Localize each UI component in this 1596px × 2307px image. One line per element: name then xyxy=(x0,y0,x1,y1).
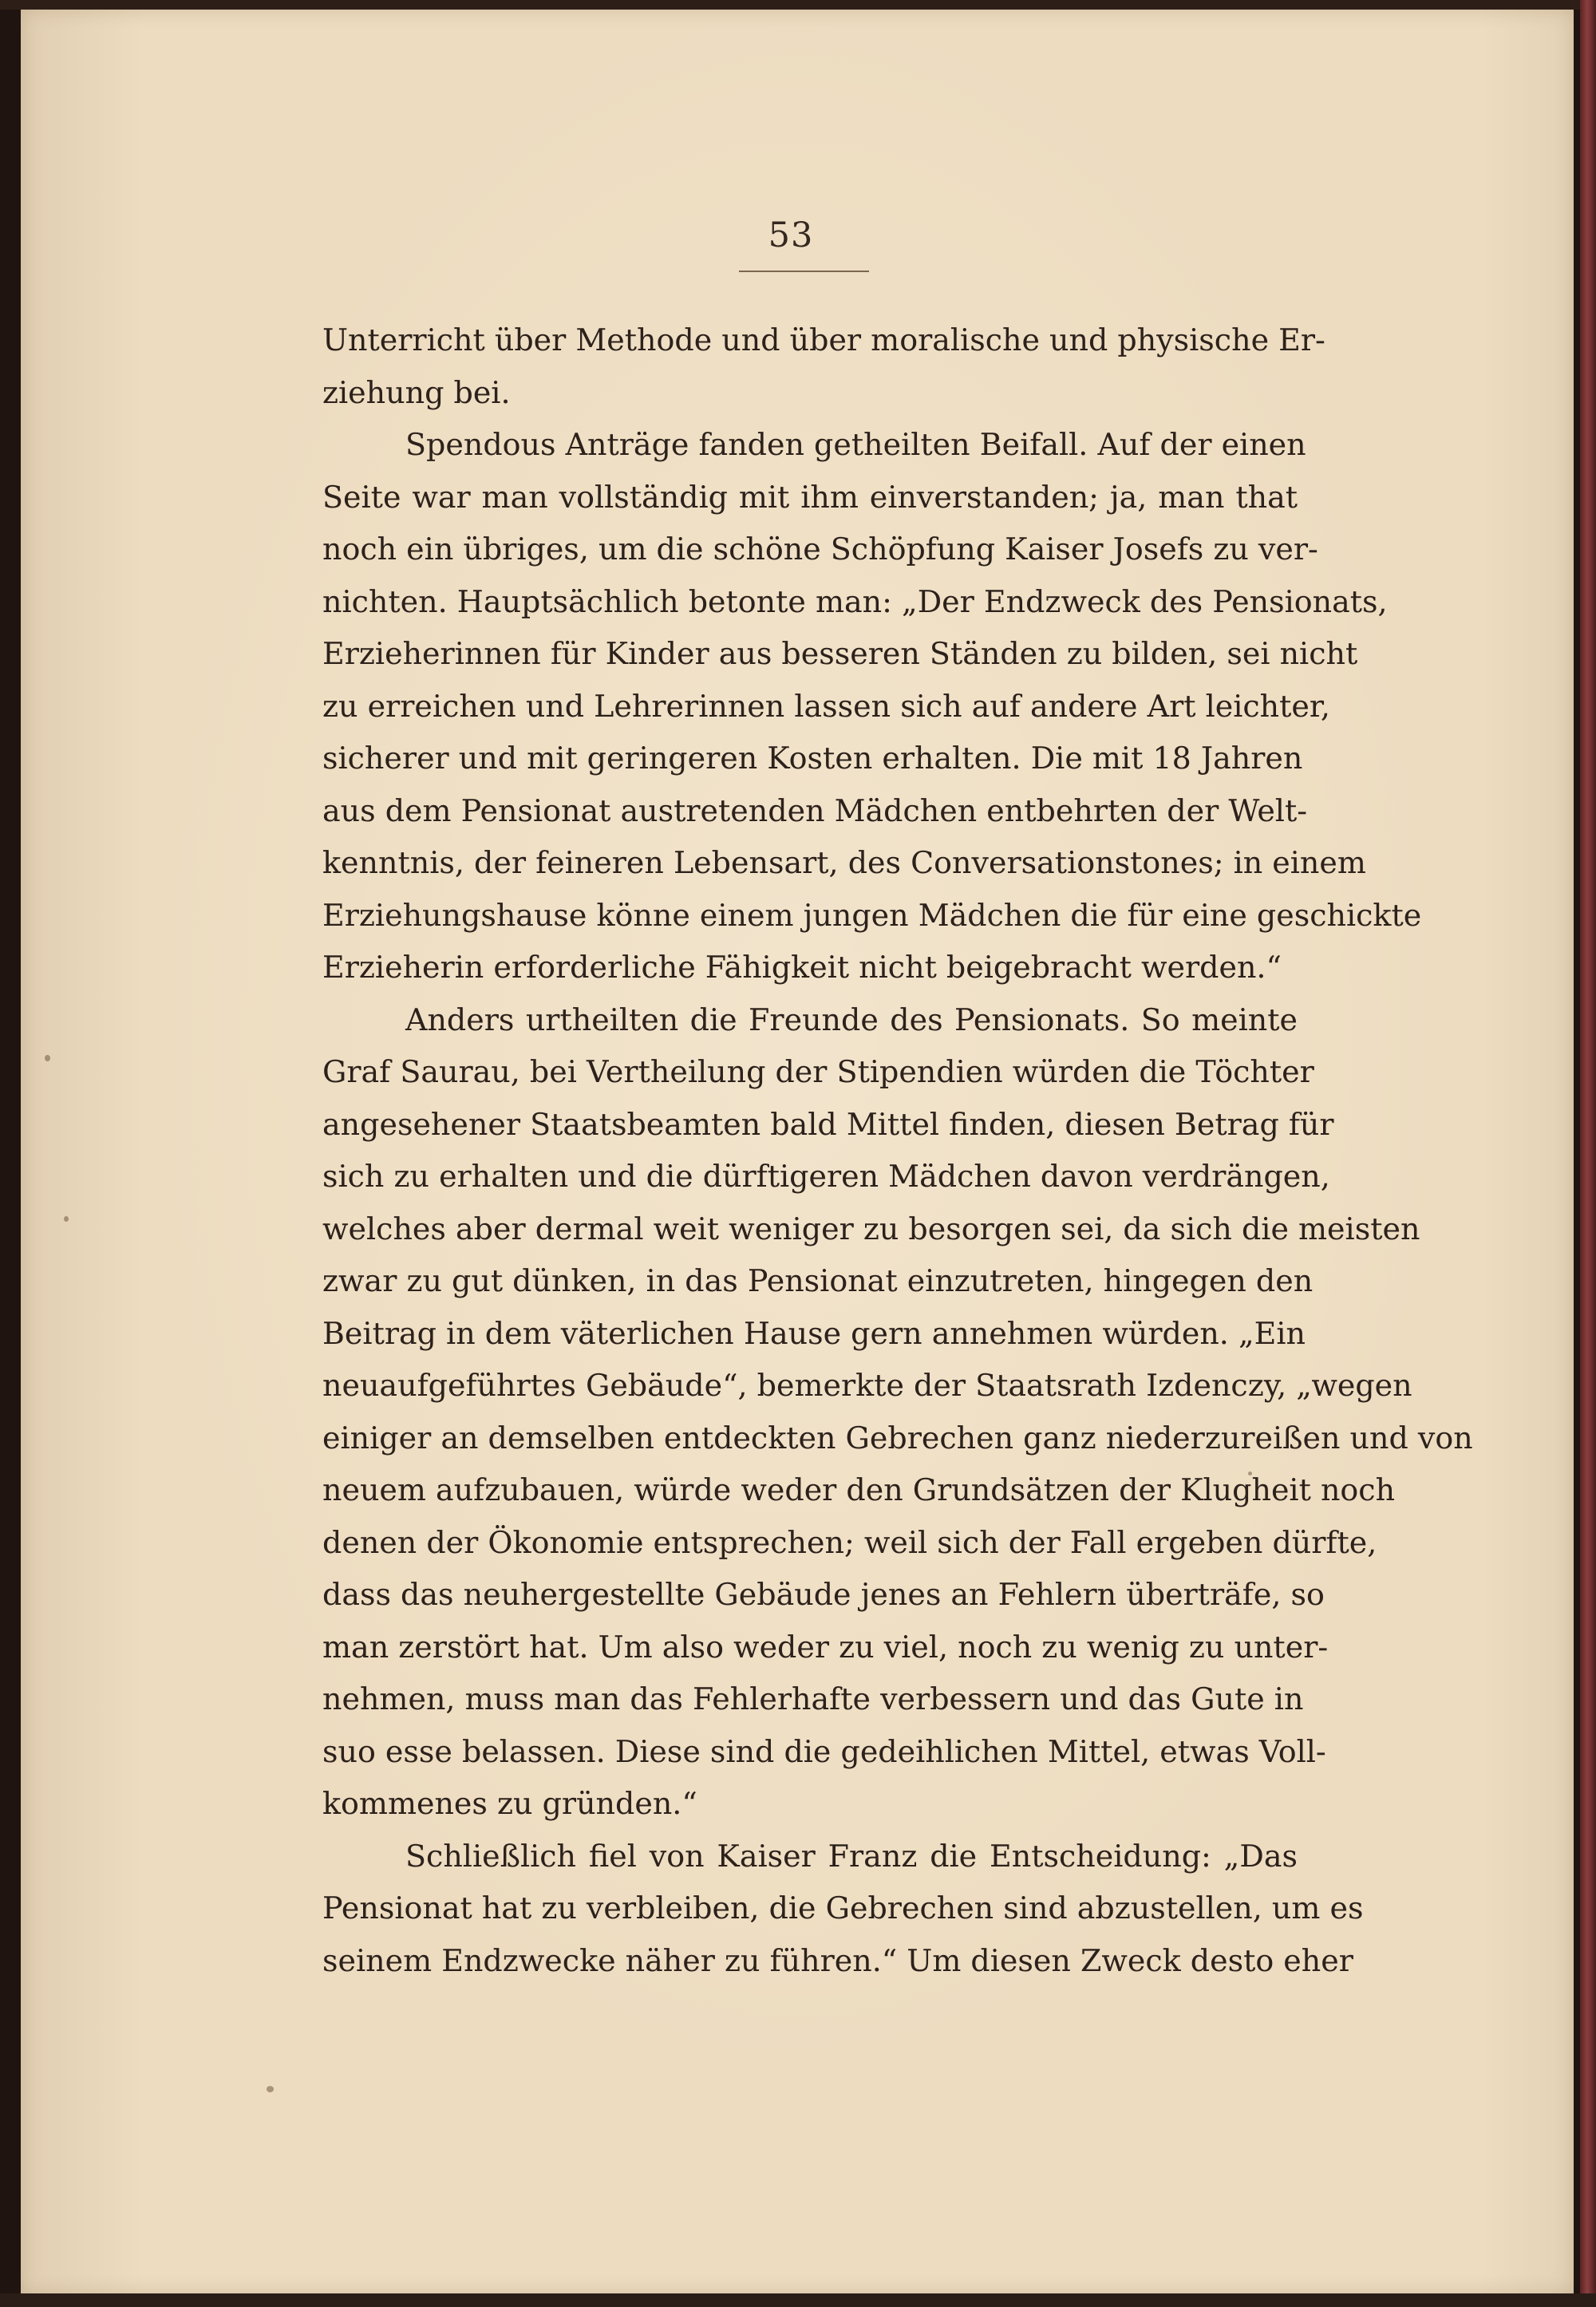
text-line: Schließlich fiel von Kaiser Franz die Entscheidung: „Das xyxy=(405,1838,1298,1874)
book-page xyxy=(21,10,1574,2293)
paper-speck xyxy=(45,1055,50,1061)
text-line: Erziehungshause könne einem jungen Mädchen die für eine geschickte xyxy=(322,897,1422,933)
text-line: zwar zu gut dünken, in das Pensionat einzutreten, hingegen den xyxy=(322,1263,1314,1298)
text-line: Erzieherin erforderliche Fähigkeit nicht beigebracht werden.“ xyxy=(322,950,1282,985)
text-line: angesehener Staatsbeamten bald Mittel finden, diesen Betrag für xyxy=(322,1106,1334,1142)
page-body-text xyxy=(322,314,1473,1987)
page-number-rule xyxy=(739,271,869,272)
text-line: ziehung bei. xyxy=(322,374,511,410)
text-line: Pensionat hat zu verbleiben, die Gebrechen sind abzustellen, um es xyxy=(322,1890,1364,1926)
paper-speck xyxy=(267,2086,274,2092)
page-number: 53 xyxy=(768,215,814,255)
book-cover-edge xyxy=(1580,0,1596,2307)
text-line: Anders urtheilten die Freunde des Pensionats. So meinte xyxy=(405,1001,1298,1037)
text-line: Graf Saurau, bei Vertheilung der Stipendien würden die Töchter xyxy=(322,1054,1314,1089)
text-line: Spendous Anträge fanden getheilten Beifall. Auf der einen xyxy=(405,427,1306,462)
scan-bottom-edge xyxy=(0,2293,1596,2307)
text-line: kenntnis, der feineren Lebensart, des Conversationstones; in einem xyxy=(322,845,1366,880)
text-line: Unterricht über Methode und über moralische und physische Er- xyxy=(322,322,1325,358)
text-line: noch ein übriges, um die schöne Schöpfung Kaiser Josefs zu ver- xyxy=(322,531,1318,567)
paper-speck xyxy=(1248,1472,1252,1475)
text-line: suo esse belassen. Diese sind die gedeihlichen Mittel, etwas Voll- xyxy=(322,1733,1326,1769)
text-line: neuaufgeführtes Gebäude“, bemerkte der Staatsrath Izdenczy, „wegen xyxy=(322,1368,1412,1403)
text-line: seinem Endzwecke näher zu führen.“ Um diesen Zweck desto eher xyxy=(322,1942,1353,1978)
text-line: nehmen, muss man das Fehlerhafte verbessern und das Gute in xyxy=(322,1681,1304,1716)
text-line: einiger an demselben entdeckten Gebrechen ganz niederzureißen und von xyxy=(322,1420,1473,1456)
scan-top-edge xyxy=(0,0,1596,10)
text-line: aus dem Pensionat austretenden Mädchen entbehrten der Welt- xyxy=(322,792,1308,828)
text-line: dass das neuhergestellte Gebäude jenes an Fehlern überträfe, so xyxy=(322,1577,1325,1612)
paper-speck xyxy=(64,1216,69,1222)
text-line: Beitrag in dem väterlichen Hause gern annehmen würden. „Ein xyxy=(322,1315,1306,1351)
text-line: denen der Ökonomie entsprechen; weil sich der Fall ergeben dürfte, xyxy=(322,1524,1377,1560)
text-line: Erzieherinnen für Kinder aus besseren Ständen zu bilden, sei nicht xyxy=(322,636,1358,671)
text-line: man zerstört hat. Um also weder zu viel, noch zu wenig zu unter- xyxy=(322,1629,1329,1665)
text-line: zu erreichen und Lehrerinnen lassen sich auf andere Art leichter, xyxy=(322,688,1330,724)
text-line: Seite war man vollständig mit ihm einverstanden; ja, man that xyxy=(322,479,1298,515)
text-line: sicherer und mit geringeren Kosten erhalten. Die mit 18 Jahren xyxy=(322,741,1303,776)
text-line: neuem aufzubauen, würde weder den Grundsätzen der Klugheit noch xyxy=(322,1472,1396,1507)
text-line: sich zu erhalten und die dürftigeren Mädchen davon verdrängen, xyxy=(322,1159,1330,1194)
text-line: welches aber dermal weit weniger zu besorgen sei, da sich die meisten xyxy=(322,1211,1420,1246)
text-line: nichten. Hauptsächlich betonte man: „Der Endzweck des Pensionats, xyxy=(322,583,1388,619)
text-line: kommenes zu gründen.“ xyxy=(322,1786,697,1821)
